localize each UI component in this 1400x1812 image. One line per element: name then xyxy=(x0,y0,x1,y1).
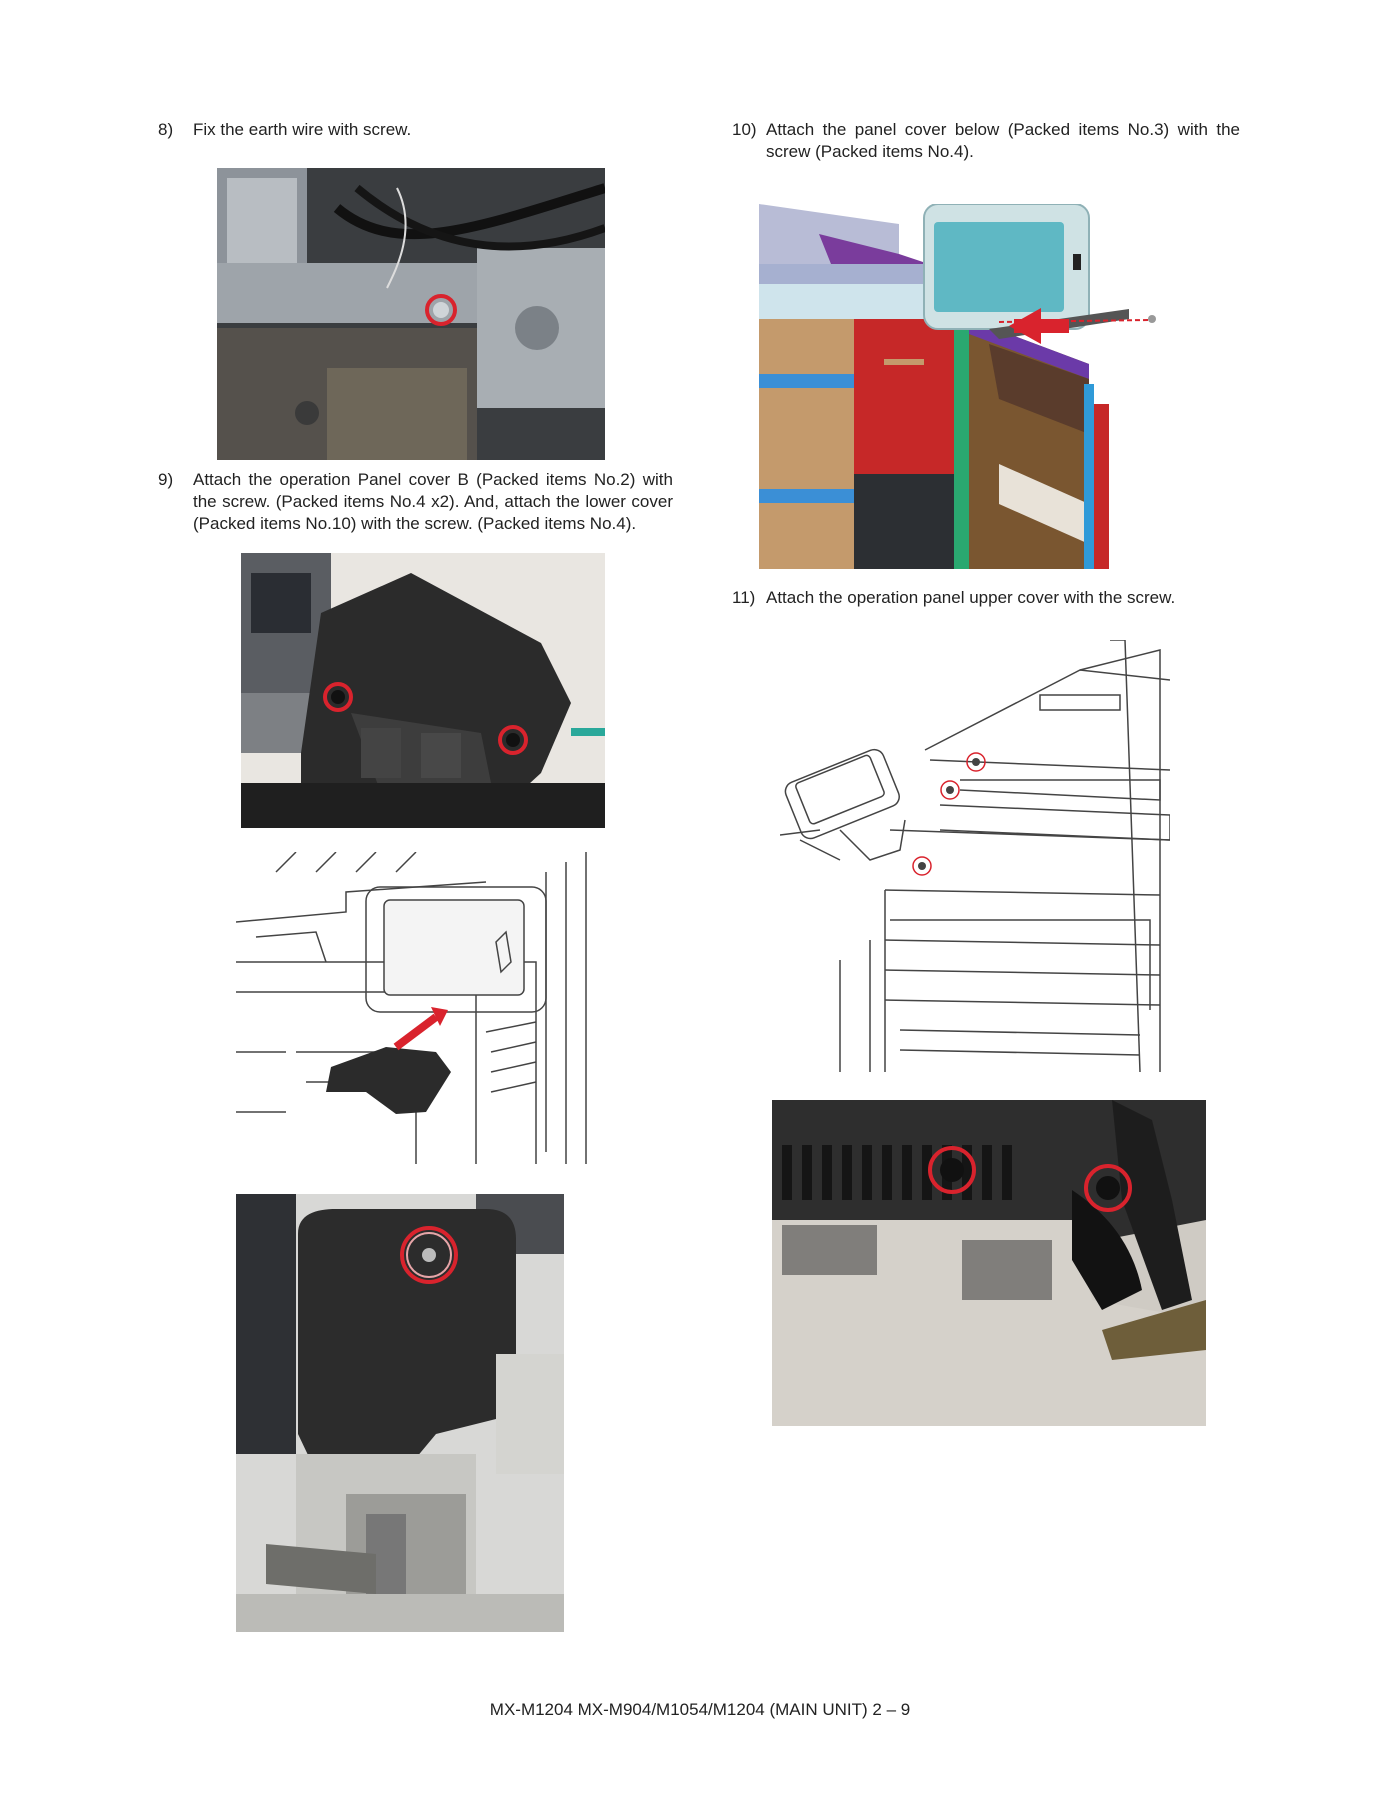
figure-panel-cover-below-drawing xyxy=(759,204,1209,569)
step-9-number: 9) xyxy=(158,470,174,489)
page-footer: MX-M1204 MX-M904/M1054/M1204 (MAIN UNIT) 2 – 9 xyxy=(489,1700,911,1719)
figure-upper-cover-drawing xyxy=(780,640,1170,1072)
step-11 xyxy=(732,587,1240,611)
step-11-number: 11) xyxy=(732,588,756,607)
figure-lower-cover-photo xyxy=(236,1194,564,1632)
step-10 xyxy=(732,119,1240,167)
figure-upper-cover-photo xyxy=(772,1100,1206,1426)
step-11-text: Attach the operation panel upper cover with the screw. xyxy=(766,588,1176,607)
step-8-text: Fix the earth wire with screw. xyxy=(193,120,412,139)
step-9-text: Attach the operation Panel cover B (Packed items No.2) with the screw. (Packed items No.4 x2). And, attach the lower cover (Packed items No.10) with the screw. (Packed items No.4). xyxy=(193,470,673,533)
figure-panel-cover-b-photo xyxy=(241,553,605,828)
step-10-text: Attach the panel cover below (Packed items No.3) with the screw (Packed items No.4). xyxy=(766,120,1240,161)
step-9 xyxy=(158,469,678,539)
figure-earth-wire-photo xyxy=(217,168,605,460)
step-8-number: 8) xyxy=(158,120,174,139)
step-8 xyxy=(158,119,678,143)
step-10-number: 10) xyxy=(732,120,757,139)
figure-lower-cover-drawing xyxy=(236,852,601,1164)
